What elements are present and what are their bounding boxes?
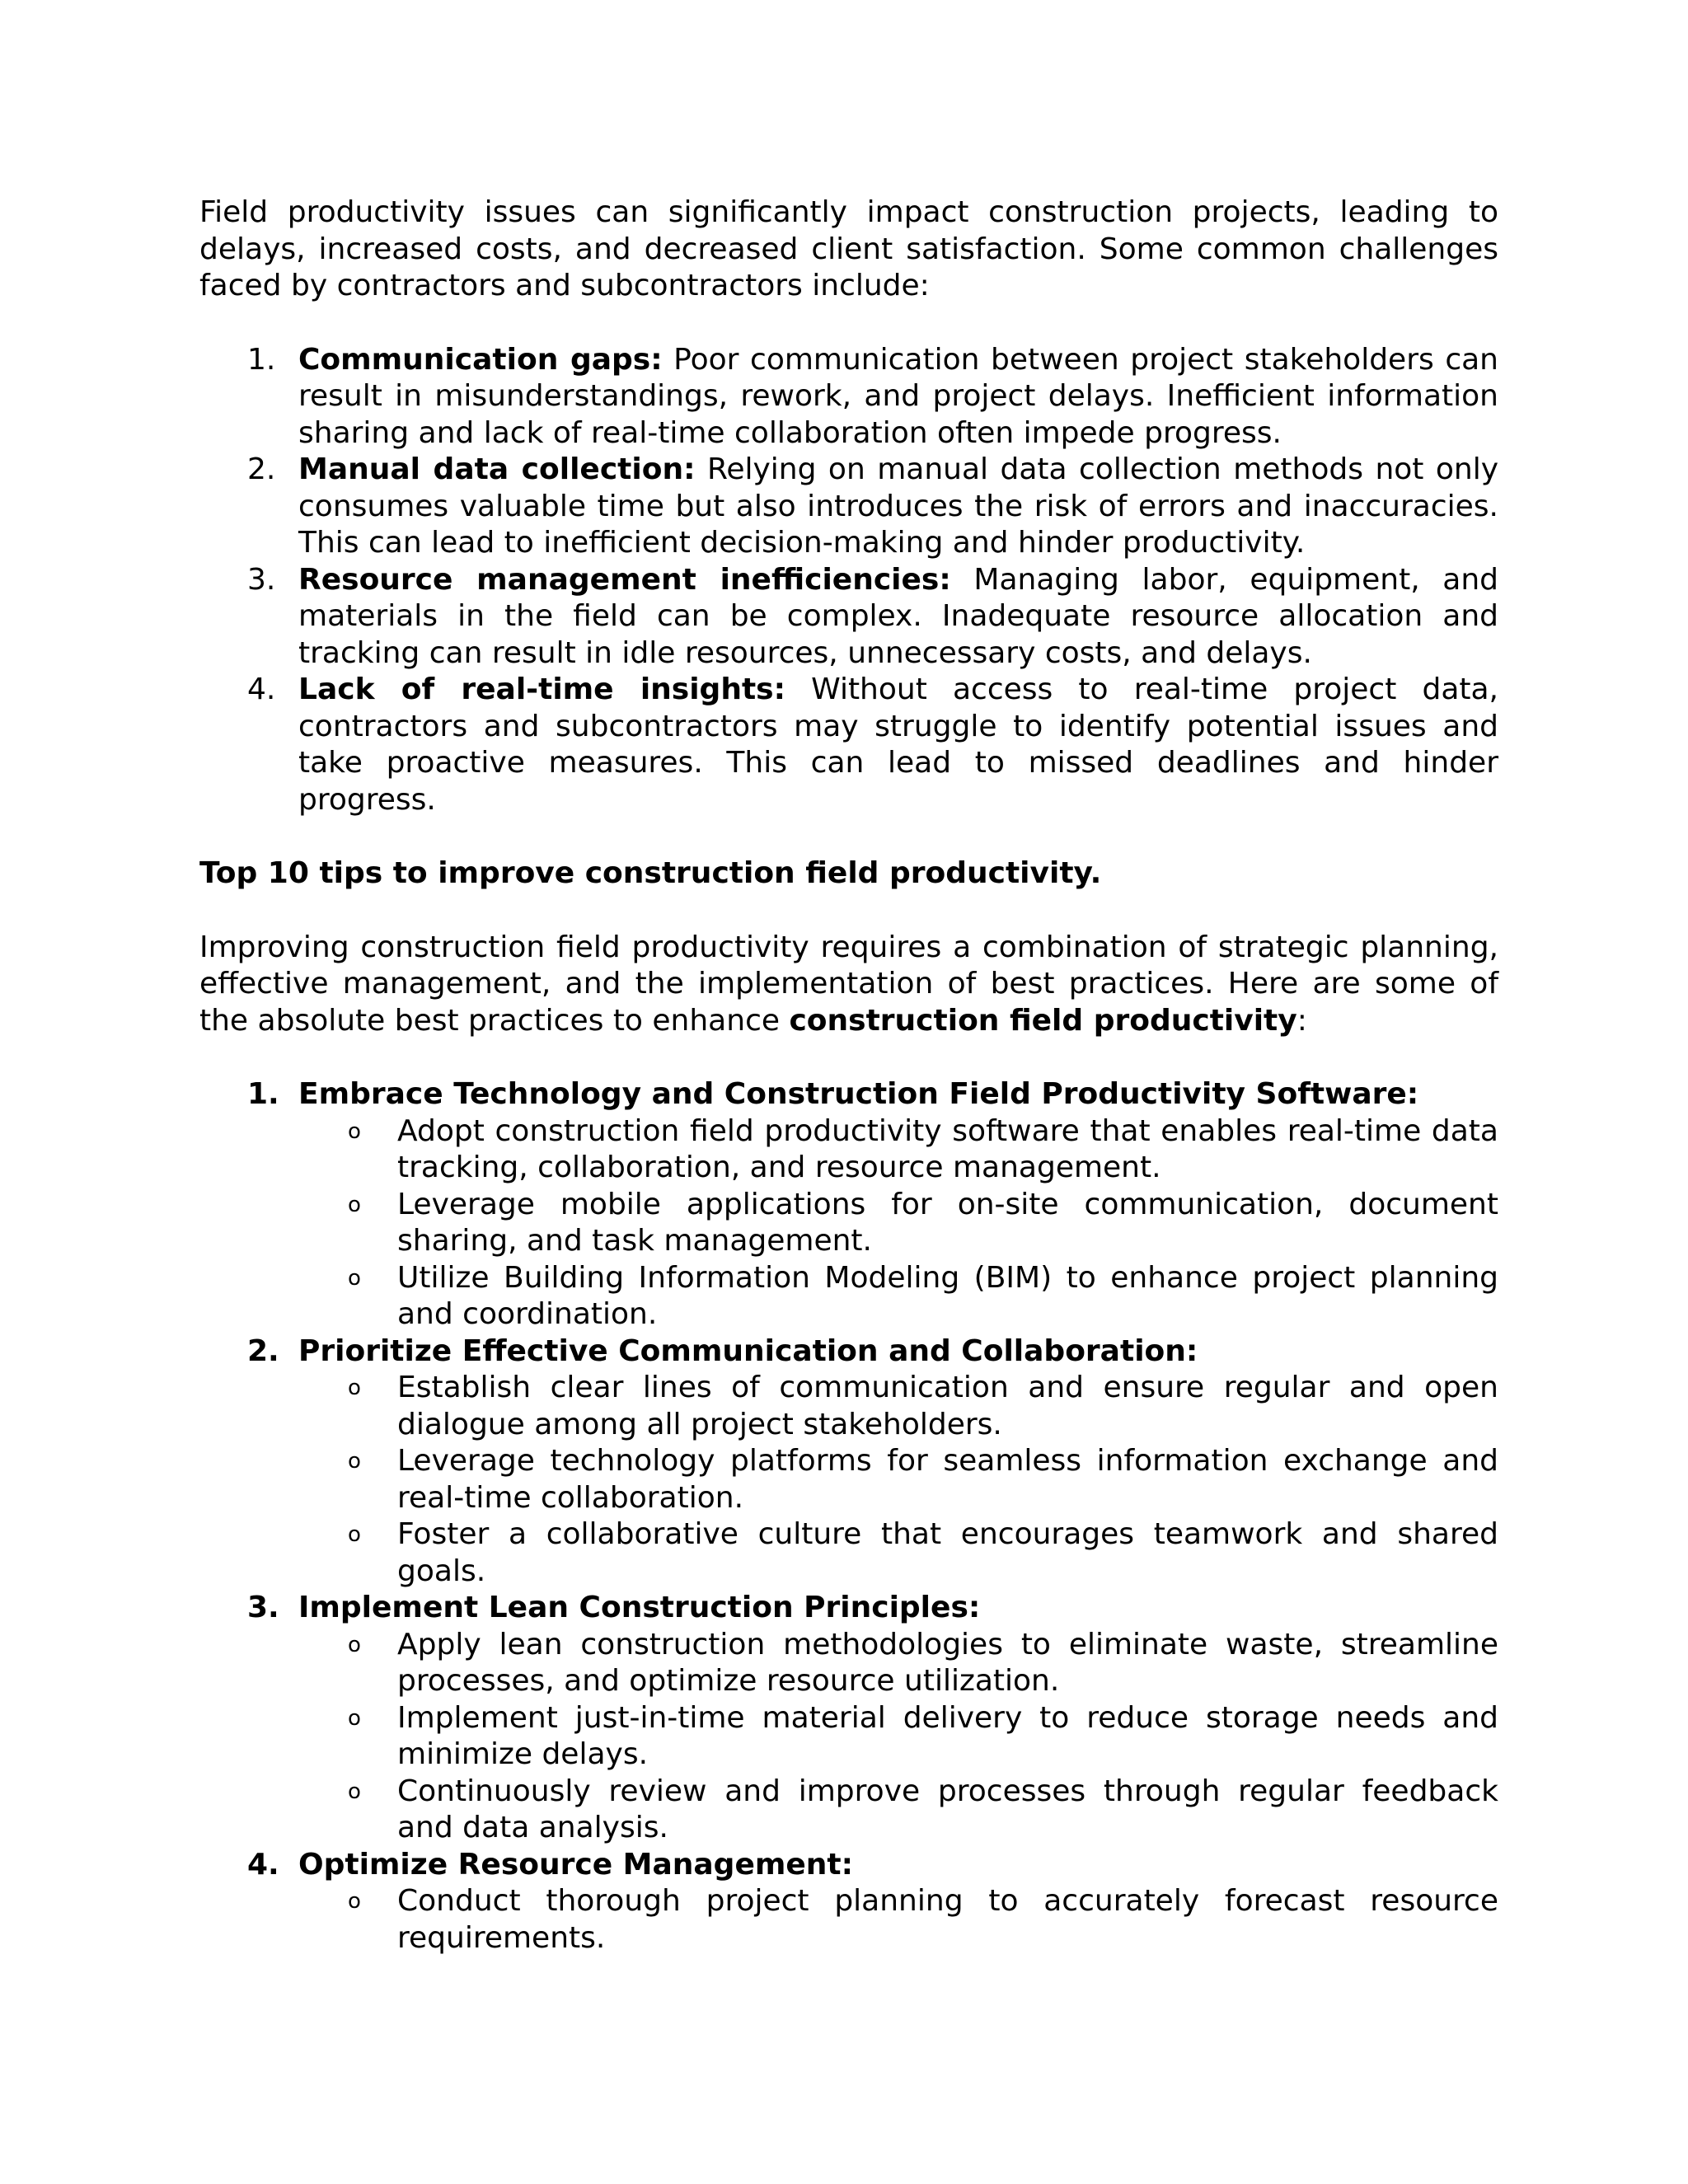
challenge-text: Without access to real-time project data, contractors and subcontractors may struggle to identify potential issues and take proactive measures. This can lead to missed deadlines and hinder progress. xyxy=(298,673,1499,817)
list-number: 4. xyxy=(247,673,276,706)
bullet-icon: o xyxy=(348,1632,361,1657)
sub-item-text: Establish clear lines of communication and ensure regular and open dialogue among all project stakeholders. xyxy=(397,1371,1498,1441)
tip-number: 1. xyxy=(247,1077,279,1111)
challenge-title: Lack of real-time insights: xyxy=(298,673,785,706)
challenge-text: Poor communication between project stakeholders can result in misunderstandings, rework, and project delays. Inefficient information sharing and lack of real-time collaboration often impede progress. xyxy=(298,342,1498,450)
bullet-icon: o xyxy=(348,1118,361,1144)
sub-item-text: Conduct thorough project planning to accurately forecast resource requirements. xyxy=(397,1884,1498,1955)
tip-title: Prioritize Effective Communication and Collaboration: xyxy=(298,1333,1198,1368)
tip-item xyxy=(199,1847,1498,1957)
tips-list xyxy=(199,1076,1498,1957)
sub-item xyxy=(298,1370,1498,1443)
sub-item xyxy=(298,1516,1498,1590)
sub-item-text: Adopt construction field productivity software that enables real-time data tracking, collaboration, and resource management. xyxy=(397,1113,1498,1184)
challenge-title: Communication gaps: xyxy=(298,342,663,377)
sub-item xyxy=(298,1113,1498,1187)
sub-item-text: Foster a collaborative culture that encourages teamwork and shared goals. xyxy=(397,1517,1498,1588)
sub-item xyxy=(298,1627,1498,1700)
tip-item xyxy=(199,1076,1498,1333)
sub-item xyxy=(298,1774,1498,1847)
challenge-title: Manual data collection: xyxy=(298,452,696,486)
bullet-icon: o xyxy=(348,1522,361,1547)
bullet-icon: o xyxy=(348,1192,361,1217)
tips-intro-text: Improving construction field productivity requires a combination of strategic planning, effective management, and the implementation of best practices. Here are some of the absolute best practices to enhance xyxy=(199,930,1498,1038)
tip-number: 3. xyxy=(247,1591,279,1624)
challenges-list xyxy=(199,342,1498,819)
list-item xyxy=(199,452,1498,562)
sub-item-text: Continuously review and improve processes through regular feedback and data analysis. xyxy=(397,1774,1498,1844)
sub-item-text: Leverage technology platforms for seamless information exchange and real-time collaboration. xyxy=(397,1444,1498,1515)
bullet-icon: o xyxy=(348,1705,361,1731)
tip-sublist xyxy=(298,1370,1498,1590)
list-number: 3. xyxy=(247,562,276,597)
tip-sublist xyxy=(298,1113,1498,1333)
list-item xyxy=(199,562,1498,673)
list-number: 1. xyxy=(247,342,276,377)
tips-intro-paragraph xyxy=(199,930,1498,1040)
bullet-icon: o xyxy=(348,1376,361,1400)
list-number: 2. xyxy=(247,452,276,486)
sub-item-text: Leverage mobile applications for on-site communication, document sharing, and task management. xyxy=(397,1187,1498,1258)
tip-number: 4. xyxy=(247,1847,279,1882)
challenge-text: Relying on manual data collection methods not only consumes valuable time but also introduces the risk of errors and inaccuracies. This can lead to inefficient decision-making and hinder productivity. xyxy=(298,452,1499,560)
tips-intro-end: : xyxy=(1296,1003,1307,1038)
bullet-icon: o xyxy=(348,1449,361,1474)
bullet-icon: o xyxy=(348,1265,361,1291)
tips-intro-bold: construction field productivity xyxy=(789,1003,1297,1038)
bullet-icon: o xyxy=(348,1889,361,1914)
tip-item xyxy=(199,1590,1498,1847)
sub-item xyxy=(298,1700,1498,1774)
tip-item xyxy=(199,1333,1498,1591)
challenge-title: Resource management inefficiencies: xyxy=(298,562,951,597)
bullet-icon: o xyxy=(348,1779,361,1804)
sub-item xyxy=(298,1187,1498,1260)
tip-sublist xyxy=(298,1883,1498,1957)
tip-number: 2. xyxy=(247,1333,279,1368)
sub-item-text: Implement just-in-time material delivery to reduce storage needs and minimize delays. xyxy=(397,1700,1498,1771)
document-page xyxy=(199,194,1498,1957)
tip-sublist xyxy=(298,1627,1498,1847)
intro-paragraph: Field productivity issues can significantly impact construction projects, leading to delays, increased costs, and decreased client satisfaction. Some common challenges faced by contractors and subcontractors include: xyxy=(199,195,1498,302)
list-item xyxy=(199,672,1498,818)
sub-item xyxy=(298,1883,1498,1957)
tip-title: Embrace Technology and Construction Field Productivity Software: xyxy=(298,1077,1419,1111)
challenge-text: Managing labor, equipment, and materials in the field can be complex. Inadequate resource allocation and tracking can result in idle resources, unnecessary costs, and delays. xyxy=(298,562,1498,670)
tip-title: Implement Lean Construction Principles: xyxy=(298,1591,981,1624)
section-heading: Top 10 tips to improve construction field productivity. xyxy=(199,856,1102,890)
sub-item xyxy=(298,1260,1498,1333)
tip-title: Optimize Resource Management: xyxy=(298,1847,854,1882)
sub-item-text: Utilize Building Information Modeling (BIM) to enhance project planning and coordination. xyxy=(397,1260,1498,1331)
sub-item xyxy=(298,1443,1498,1516)
sub-item-text: Apply lean construction methodologies to eliminate waste, streamline processes, and optimize resource utilization. xyxy=(397,1627,1498,1698)
list-item xyxy=(199,342,1498,452)
